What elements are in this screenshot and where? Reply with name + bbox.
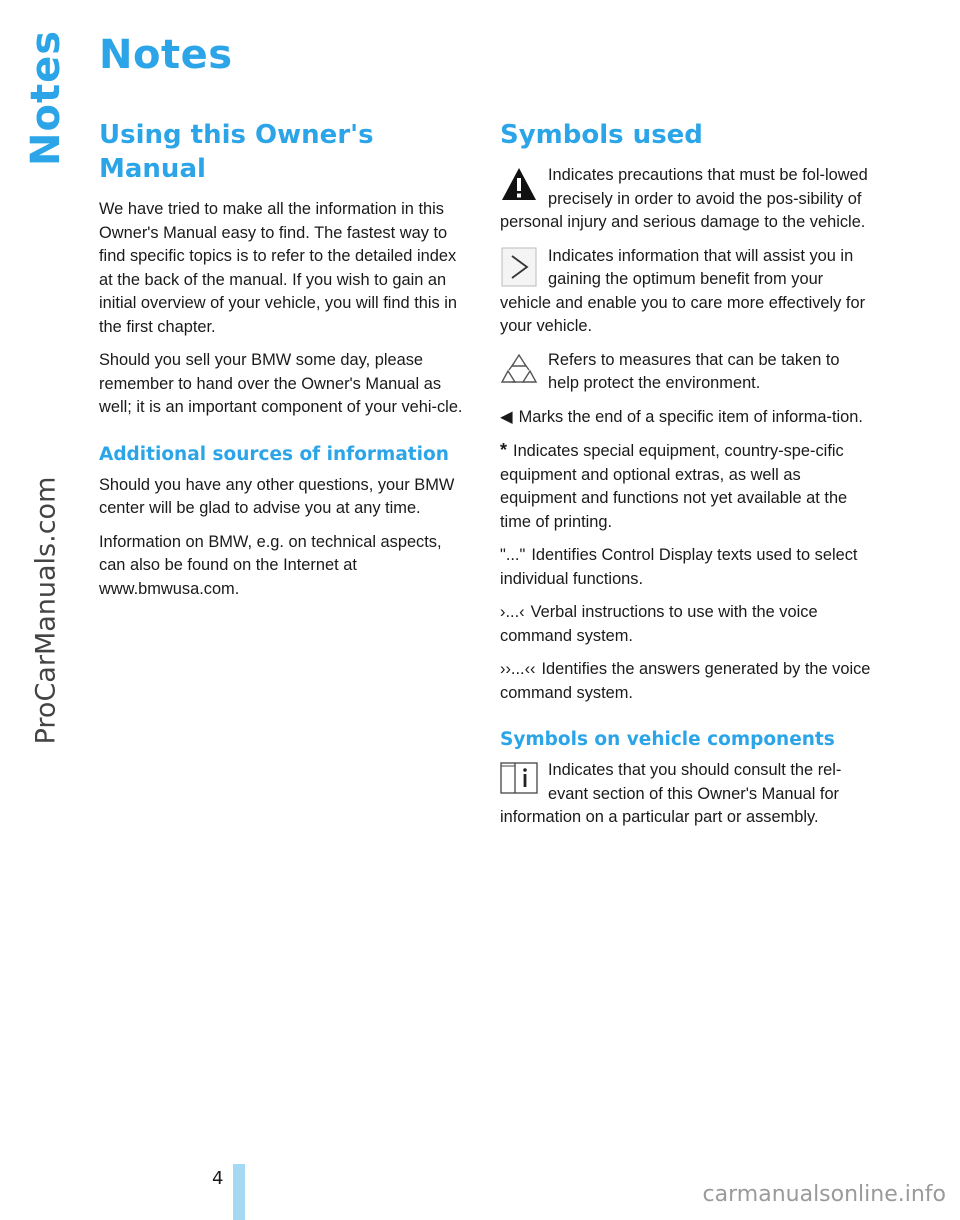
subheading-vehicle-components: Symbols on vehicle components (500, 729, 835, 750)
single-guillemet-mark: ›...‹ (500, 603, 525, 621)
mark-description: Identifies the answers generated by the voice command system. (500, 660, 871, 702)
warning-triangle-icon (500, 166, 538, 208)
quote-mark: "..." (500, 546, 526, 564)
left-column (99, 118, 471, 611)
subheading-additional-sources: Additional sources of information (99, 443, 449, 465)
mark-entry-control-display (500, 544, 872, 591)
side-chapter-tab (23, 29, 70, 166)
paragraph: We have tried to make all the information in this Owner's Manual easy to find. The fastest way to find specific topics is to refer to the detailed index at the back of the manual. If you wish to gain an initial overview of your vehicle, you will find this in the first chapter. (99, 200, 458, 336)
mark-description: Identifies Control Display texts used to select individual functions. (500, 546, 858, 588)
paragraph: Information on BMW, e.g. on technical aspects, can also be found on the Internet at www.bmwusa.com. (99, 532, 442, 598)
mark-description: Indicates special equipment, country-spe-cific equipment and optional extras, as well as equipment and functions not yet available at the time of printing. (500, 442, 848, 531)
symbol-description: Indicates that you should consult the rel-evant section of this Owner's Manual for information on a particular part or assembly. (500, 761, 842, 826)
mark-entry-verbal-instructions (500, 601, 872, 648)
symbol-entry (500, 164, 872, 235)
section-heading-symbols-used: Symbols used (500, 120, 703, 150)
symbol-description: Indicates information that will assist you in gaining the optimum benefit from your vehicle and enable you to care more effectively for your vehicle. (500, 246, 866, 335)
footer-watermark: carmanualsonline.info (702, 1182, 946, 1207)
play-arrow-note-icon (500, 247, 538, 289)
end-mark-icon: ◀ (500, 407, 513, 426)
symbol-description: Refers to measures that can be taken to help protect the environment. (548, 350, 840, 392)
symbol-entry (500, 759, 872, 830)
asterisk-mark: * (500, 440, 508, 460)
symbol-entry (500, 245, 872, 339)
paragraph: Should you sell your BMW some day, please remember to hand over the Owner's Manual as well; it is an important component of your vehi-cle. (99, 351, 463, 416)
symbol-entry (500, 349, 872, 396)
side-watermark-text: ProCarManuals.com (30, 476, 62, 744)
mark-entry-special-equipment (500, 439, 872, 534)
mark-entry-voice-answers (500, 658, 872, 705)
page-number-bar (233, 1164, 245, 1220)
side-watermark (26, 470, 66, 750)
mark-entry-end-of-item (500, 406, 872, 430)
right-column (500, 118, 872, 840)
mark-description: Marks the end of a specific item of informa-tion. (518, 407, 863, 426)
recycle-icon (500, 351, 538, 393)
mark-description: Verbal instructions to use with the voice command system. (500, 603, 818, 645)
double-guillemet-mark: ››...‹‹ (500, 660, 536, 678)
page-number: 4 (212, 1168, 224, 1189)
page-title: Notes (99, 32, 233, 78)
section-heading-owners-manual: Using this Owner's Manual (99, 120, 374, 184)
book-info-icon (500, 761, 538, 803)
side-chapter-label: Notes (23, 29, 70, 166)
paragraph: Should you have any other questions, your BMW center will be glad to advise you at any time. (99, 475, 455, 517)
symbol-description: Indicates precautions that must be fol-lowed precisely in order to avoid the pos-sibility of personal injury and serious damage to the vehicle. (500, 166, 868, 231)
